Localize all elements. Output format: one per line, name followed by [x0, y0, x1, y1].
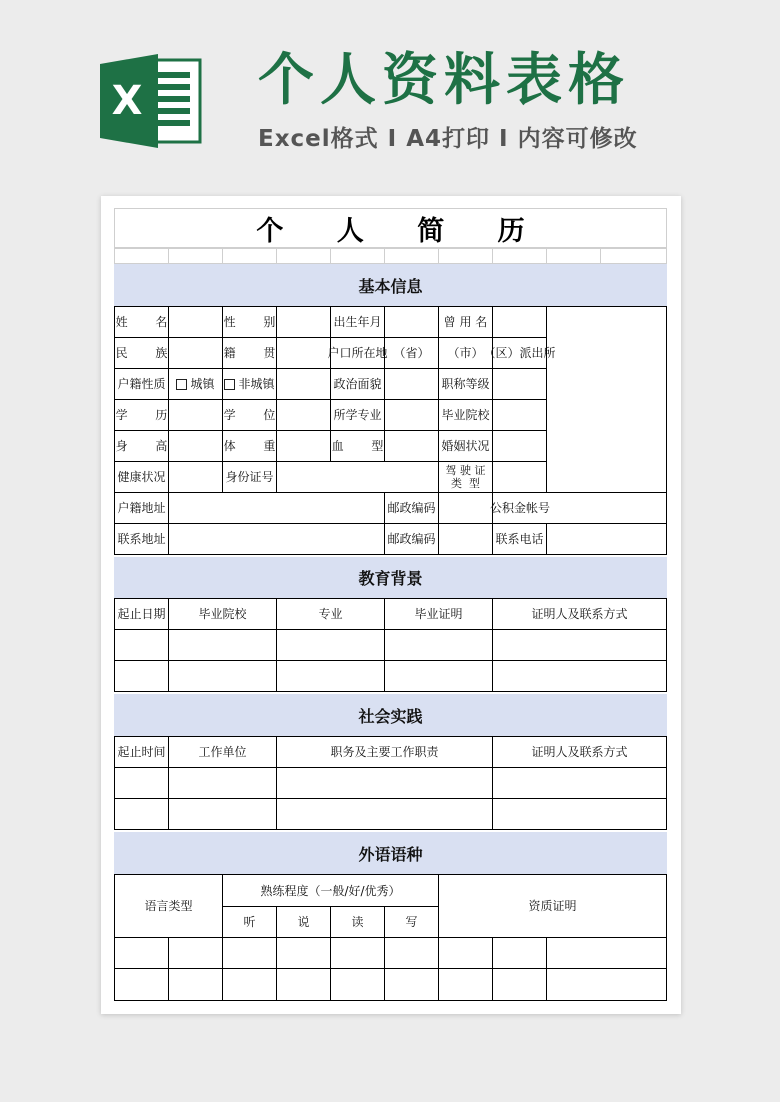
page-subtitle: Excel格式 Ⅰ A4打印 Ⅰ 内容可修改 — [258, 126, 638, 152]
label-degree: 学 位 — [222, 399, 277, 431]
table-cell[interactable] — [168, 629, 277, 661]
table-cell[interactable] — [168, 937, 223, 969]
photo-box[interactable] — [546, 306, 667, 493]
value-fund[interactable] — [546, 492, 667, 524]
value-birth[interactable] — [384, 306, 439, 338]
section-language-heading: 外语语种 — [114, 832, 667, 874]
label-ethnicity: 民 族 — [114, 337, 169, 369]
label-contact-addr: 联系地址 — [114, 523, 169, 555]
value-former-name[interactable] — [492, 306, 547, 338]
label-political: 政治面貌 — [330, 368, 385, 400]
table-cell[interactable] — [276, 937, 331, 969]
table-cell[interactable] — [546, 968, 667, 1001]
lang-col-type: 语言类型 — [114, 874, 223, 938]
grid-cell — [438, 248, 493, 264]
prac-col-duties: 职务及主要工作职责 — [276, 736, 493, 768]
label-height: 身 高 — [114, 430, 169, 462]
label-major: 所学专业 — [330, 399, 385, 431]
checkbox-icon[interactable] — [176, 379, 187, 390]
lang-col-proficiency: 熟练程度（一般/好/优秀） — [222, 874, 439, 907]
grid-cell — [492, 248, 547, 264]
resume-sheet — [101, 196, 681, 1014]
value-title-level[interactable] — [492, 368, 547, 400]
value-school[interactable] — [492, 399, 547, 431]
grid-cell — [384, 248, 439, 264]
table-cell[interactable] — [114, 798, 169, 830]
grid-cell — [222, 248, 277, 264]
table-cell[interactable] — [438, 968, 493, 1001]
label-hukou-type: 户籍性质 — [114, 368, 169, 400]
table-cell[interactable] — [492, 629, 667, 661]
table-cell[interactable] — [222, 968, 277, 1001]
table-cell[interactable] — [492, 798, 667, 830]
table-cell[interactable] — [276, 968, 331, 1001]
value-political[interactable] — [384, 368, 439, 400]
table-cell[interactable] — [114, 660, 169, 692]
edu-col-cert: 毕业证明 — [384, 598, 493, 630]
checkbox-urban[interactable]: 城镇 — [168, 368, 223, 400]
value-gender[interactable] — [276, 306, 331, 338]
table-cell[interactable] — [492, 937, 547, 969]
label-postcode-2: 邮政编码 — [384, 523, 439, 555]
lang-skill-listen: 听 — [222, 906, 277, 938]
value-contact-addr[interactable] — [168, 523, 385, 555]
value-phone[interactable] — [546, 523, 667, 555]
value-district[interactable]: （区）派出所 — [492, 337, 547, 369]
section-education-heading: 教育背景 — [114, 557, 667, 598]
grid-cell — [330, 248, 385, 264]
table-cell[interactable] — [168, 660, 277, 692]
table-cell[interactable] — [384, 968, 439, 1001]
edu-col-reference: 证明人及联系方式 — [492, 598, 667, 630]
value-health[interactable] — [168, 461, 223, 493]
table-cell[interactable] — [492, 968, 547, 1001]
value-marital[interactable] — [492, 430, 547, 462]
prac-col-reference: 证明人及联系方式 — [492, 736, 667, 768]
lang-skill-read: 读 — [330, 906, 385, 938]
checkbox-icon[interactable] — [224, 379, 235, 390]
value-native[interactable] — [276, 337, 331, 369]
label-birth: 出生年月 — [330, 306, 385, 338]
section-practice-heading: 社会实践 — [114, 694, 667, 736]
table-cell[interactable] — [384, 660, 493, 692]
grid-cell — [546, 248, 601, 264]
value-postcode[interactable] — [438, 492, 493, 524]
lang-skill-speak: 说 — [276, 906, 331, 938]
logo-letter: X — [111, 78, 143, 124]
table-cell[interactable] — [114, 629, 169, 661]
edu-col-period: 起止日期 — [114, 598, 169, 630]
label-blood: 血 型 — [330, 430, 385, 462]
section-basic-heading: 基本信息 — [114, 264, 667, 306]
resume-title: 个 人 简 历 — [114, 208, 667, 248]
table-cell[interactable] — [222, 937, 277, 969]
table-cell[interactable] — [114, 968, 169, 1001]
value-degree[interactable] — [276, 399, 331, 431]
table-cell[interactable] — [114, 767, 169, 799]
blank-cell[interactable] — [276, 368, 331, 400]
prac-col-period: 起止时间 — [114, 736, 169, 768]
label-former-name: 曾 用 名 — [438, 306, 493, 338]
label-postcode: 邮政编码 — [384, 492, 439, 524]
label-title-level: 职称等级 — [438, 368, 493, 400]
edu-col-school: 毕业院校 — [168, 598, 277, 630]
table-cell[interactable] — [384, 629, 493, 661]
label-marital: 婚姻状况 — [438, 430, 493, 462]
table-cell[interactable] — [330, 968, 385, 1001]
label-gender: 性 别 — [222, 306, 277, 338]
value-major[interactable] — [384, 399, 439, 431]
lang-col-certificate: 资质证明 — [438, 874, 667, 938]
value-license[interactable] — [492, 461, 547, 493]
table-cell[interactable] — [276, 660, 385, 692]
label-education: 学 历 — [114, 399, 169, 431]
value-city[interactable]: （市） — [438, 337, 493, 369]
label-license: 驾 驶 证 类 型 — [438, 461, 493, 493]
label-hukou-addr: 户籍地址 — [114, 492, 169, 524]
excel-icon — [100, 52, 202, 150]
table-cell[interactable] — [168, 767, 277, 799]
table-cell[interactable] — [276, 798, 493, 830]
label-native: 籍 贯 — [222, 337, 277, 369]
table-cell[interactable] — [330, 937, 385, 969]
table-cell[interactable] — [168, 968, 223, 1001]
table-cell[interactable] — [168, 798, 277, 830]
table-cell[interactable] — [114, 937, 169, 969]
table-cell[interactable] — [276, 767, 493, 799]
table-cell[interactable] — [546, 937, 667, 969]
label-fund: 公积金帐号 — [492, 492, 547, 524]
value-hukou-addr[interactable] — [168, 492, 385, 524]
table-cell[interactable] — [438, 937, 493, 969]
checkbox-rural[interactable]: 非城镇 — [222, 368, 277, 400]
label-health: 健康状况 — [114, 461, 169, 493]
value-blood[interactable] — [384, 430, 439, 462]
grid-cell — [600, 248, 667, 264]
value-province[interactable]: （省） — [384, 337, 439, 369]
lang-skill-write: 写 — [384, 906, 439, 938]
table-cell[interactable] — [492, 660, 667, 692]
label-id: 身份证号 — [222, 461, 277, 493]
label-school: 毕业院校 — [438, 399, 493, 431]
value-id[interactable] — [276, 461, 439, 493]
label-phone: 联系电话 — [492, 523, 547, 555]
label-weight: 体 重 — [222, 430, 277, 462]
prac-col-employer: 工作单位 — [168, 736, 277, 768]
grid-cell — [114, 248, 169, 264]
edu-col-major: 专业 — [276, 598, 385, 630]
label-hukou-loc: 户口所在地 — [330, 337, 385, 369]
table-cell[interactable] — [384, 937, 439, 969]
page-title: 个人资料表格 — [258, 48, 630, 113]
table-cell[interactable] — [276, 629, 385, 661]
grid-cell — [276, 248, 331, 264]
table-cell[interactable] — [492, 767, 667, 799]
label-name: 姓 名 — [114, 306, 169, 338]
grid-cell — [168, 248, 223, 264]
banner — [0, 0, 780, 190]
value-postcode-2[interactable] — [438, 523, 493, 555]
